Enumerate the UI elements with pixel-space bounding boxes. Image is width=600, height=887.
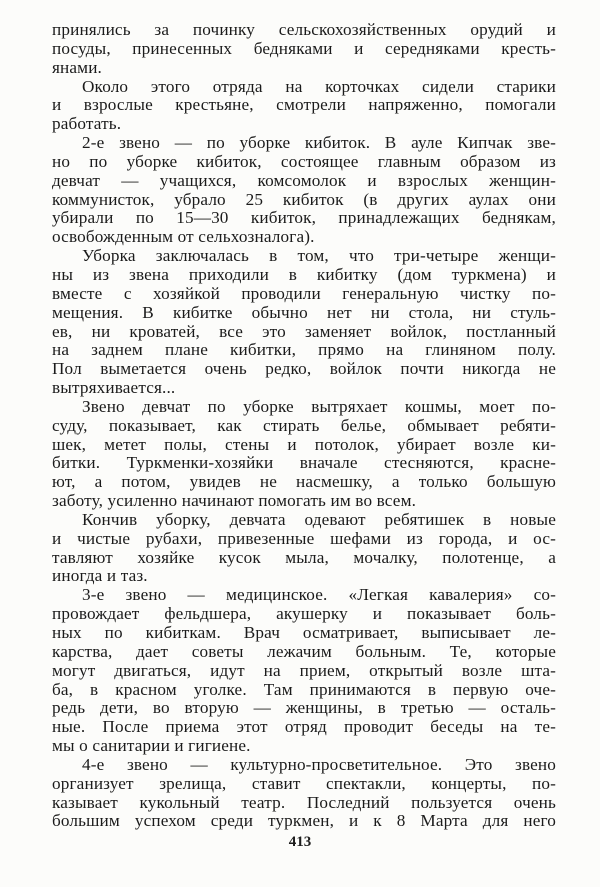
- page-body-text: [52, 21, 556, 831]
- text-line: ны из звена приходили в кибитку (дом туркмена) и: [52, 264, 556, 284]
- text-line: ные. После приема этот отряд проводит беседы на те-: [52, 717, 556, 737]
- text-line: освобожденным от сельхозналога).: [52, 227, 315, 247]
- text-line: и взрослые крестьяне, смотрели напряженно, помогали: [52, 95, 556, 115]
- paragraph: [52, 134, 556, 247]
- text-line: убирали по 15—30 кибиток, принадлежащих беднякам,: [52, 208, 556, 228]
- page-number: 413: [288, 834, 312, 850]
- text-line: принялись за починку сельскохозяйственных орудий и: [52, 20, 556, 39]
- text-line: работать.: [52, 114, 122, 134]
- paragraph: [52, 398, 556, 511]
- text-line: ев, ни кроватей, все это заменяет войлок, постланный: [52, 321, 556, 341]
- text-line: ют, а потом, увидев не насмешку, а только большую: [52, 472, 556, 492]
- text-line: ных по кибиткам. Врач осматривает, выписывает ле-: [52, 623, 556, 642]
- paragraph: [52, 21, 556, 78]
- text-line: мы о санитарии и гигиене.: [52, 736, 251, 756]
- text-line: янами.: [52, 57, 103, 77]
- text-line: вместе с хозяйкой проводили генеральную чистку по-: [52, 283, 556, 303]
- text-line: заботу, усиленно начинают помогать им во всем.: [52, 491, 417, 511]
- text-line: Пол выметается очень редко, войлок почти никогда не: [52, 359, 556, 379]
- text-line: но по уборке кибиток, состоящее главным образом из: [52, 151, 556, 171]
- text-line: битки. Туркменки-хозяйки вначале стесняются, красне-: [52, 453, 556, 473]
- text-line: тавляют хозяйке кусок мыла, мочалку, полотенце, а: [52, 547, 556, 567]
- text-line: 3-е звено — медицинское. «Легкая кавалерия» со-: [82, 585, 556, 605]
- text-line: карства, дает советы лежачим больным. Те, которые: [52, 641, 556, 661]
- text-line: Кончив уборку, девчата одевают ребятишек в новые: [82, 509, 556, 529]
- text-line: провождает фельдшера, акушерку и показывает боль-: [52, 604, 556, 624]
- text-line: на заднем плане кибитки, прямо на глиняном полу.: [52, 340, 556, 360]
- paragraph: [52, 756, 556, 831]
- text-line: и чистые рубахи, привезенные шефами из города, и ос-: [52, 528, 556, 548]
- text-line: коммунисток, убрало 25 кибиток (в других аулах они: [52, 189, 556, 209]
- paragraph: [52, 247, 556, 398]
- text-line: мещения. В кибитке обычно нет ни стола, ни стуль-: [52, 302, 556, 322]
- text-line: редь дети, во вторую — женщины, в третью — осталь-: [52, 698, 556, 718]
- text-line: посуды, принесенных бедняками и середняками кресть-: [52, 38, 556, 58]
- text-line: суду, показывает, как стирать белье, обмывает ребяти-: [52, 415, 556, 435]
- text-line: иногда и таз.: [52, 566, 148, 586]
- text-line: 2-е звено — по уборке кибиток. В ауле Кипчак зве-: [82, 133, 556, 153]
- text-line: шек, метет полы, стены и потолок, убирает возле ки-: [52, 434, 556, 454]
- text-line: Уборка заключалась в том, что три-четыре женщи-: [82, 246, 556, 266]
- text-line: 4-е звено — культурно-просветительное. Это звено: [82, 754, 556, 774]
- text-line: большим успехом среди туркмен, и к 8 Марта для него: [52, 811, 556, 831]
- paragraph: [52, 78, 556, 135]
- text-line: могут двигаться, идут на прием, открытый возле шта-: [52, 660, 556, 680]
- text-line: организует зрелища, ставит спектакли, концерты, по-: [52, 773, 556, 793]
- text-line: вытряхивается...: [52, 378, 176, 398]
- text-line: ба, в красном уголке. Там принимаются в первую оче-: [52, 679, 556, 699]
- paragraph: [52, 586, 556, 756]
- text-line: девчат — учащихся, комсомолок и взрослых женщин-: [52, 170, 556, 190]
- paragraph: [52, 511, 556, 586]
- text-line: Звено девчат по уборке вытряхает кошмы, моет по-: [82, 396, 556, 416]
- text-line: казывает кукольный театр. Последний пользуется очень: [52, 792, 556, 812]
- text-line: Около этого отряда на корточках сидели старики: [82, 76, 556, 96]
